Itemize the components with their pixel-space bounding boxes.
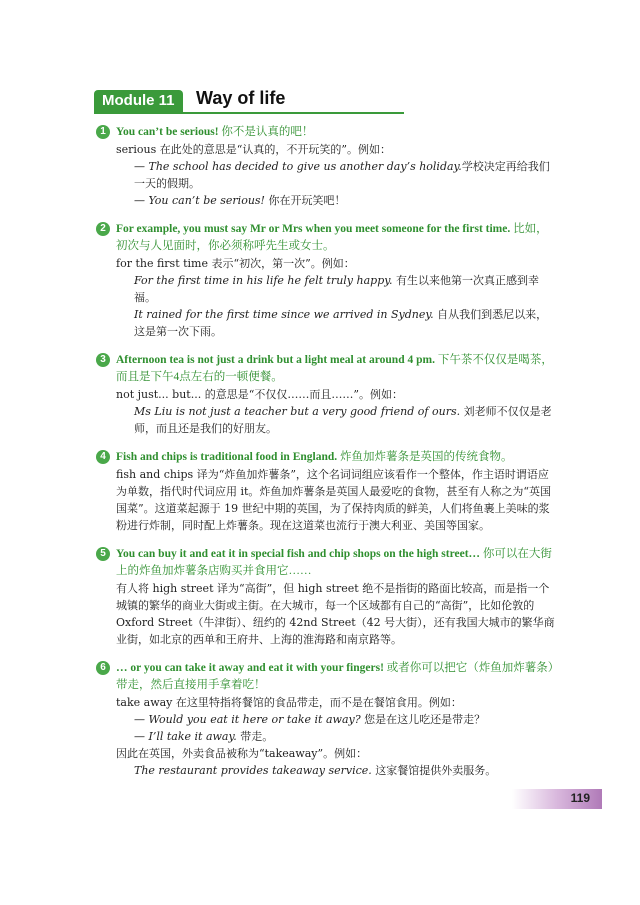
note-item	[98, 546, 558, 648]
module-title: Way of life	[196, 88, 286, 108]
note-heading	[98, 449, 558, 466]
item-number-badge: 1	[96, 125, 110, 139]
note-item	[98, 660, 558, 779]
example-english: — You can’t be serious!	[134, 194, 265, 207]
module-label: Module 11	[94, 90, 183, 112]
heading-chinese: 下午茶不仅仅是喝茶，而且是下午4点左右的一顿便餐。	[116, 354, 553, 383]
heading-chinese: 你不是认真的吧！	[218, 126, 314, 138]
example-chinese: 有生以来他第一次真正感到幸福。	[134, 274, 539, 304]
example-english: — Would you eat it here or take it away?	[134, 713, 361, 726]
example-chinese: 刘老师不仅仅是老师，而且还是我们的好朋友。	[134, 405, 552, 435]
heading-english: For example, you must say Mr or Mrs when you meet someone for the first time.	[116, 223, 511, 235]
example-sentence	[134, 711, 558, 728]
example-english: — The school has decided to give us another day’s holiday.	[134, 160, 462, 173]
example-chinese: 带走。	[236, 730, 274, 743]
note-heading	[98, 352, 558, 386]
page-number-bar	[512, 789, 602, 809]
heading-english: You can’t be serious!	[116, 126, 219, 138]
explanation-text: 因此在英国，外卖食品被称为“takeaway”。例如：	[116, 747, 368, 760]
example-english: For the first time in his life he felt truly happy.	[134, 274, 393, 287]
example-sentence	[134, 158, 558, 192]
example-chinese: 自从我们到悉尼以来，这是第一次下雨。	[134, 308, 548, 338]
example-chinese: 你在开玩笑吧！	[264, 194, 346, 207]
example-sentence	[134, 192, 558, 209]
explanation-text: fish and chips 译为“炸鱼加炸薯条”，这个名词词组应该看作一个整体，作主语时谓语应为单数，指代时代词应用 it。炸鱼加炸薯条是英国人最爱吃的食物，甚至有人称之为“英国国菜”。这道菜起源于 19 世纪中期的英国，为了保持肉质的鲜美，人们将鱼裹上美味的浆粉进行炸制，同时配上炸薯条。现在这道菜也流行于澳大利亚、美国等国家。	[116, 468, 552, 532]
example-sentence	[134, 762, 558, 779]
note-heading	[98, 546, 558, 580]
item-number-badge: 3	[96, 353, 110, 367]
example-sentence	[134, 403, 558, 437]
heading-chinese: 炸鱼加炸薯条是英国的传统食物。	[337, 451, 513, 463]
header-rule	[94, 112, 404, 114]
note-item	[98, 449, 558, 534]
heading-chinese: 或者你可以把它（炸鱼加炸薯条）带走，然后直接用手拿着吃！	[116, 662, 554, 691]
example-english: Ms Liu is not just a teacher but a very good friend of ours.	[134, 405, 461, 418]
item-number-badge: 4	[96, 450, 110, 464]
example-chinese: 学校决定再给我们一天的假期。	[134, 160, 550, 190]
heading-english: … or you can take it away and eat it with your fingers!	[116, 662, 384, 674]
notes-content	[98, 124, 558, 791]
explanation-text: not just... but... 的意思是“不仅仅……而且……”。例如：	[116, 388, 403, 401]
module-header	[94, 90, 404, 114]
example-chinese: 您是在这儿吃还是带走？	[360, 713, 486, 726]
explanation-text: serious 在此处的意思是“认真的，不开玩笑的”。例如：	[116, 143, 392, 156]
example-sentence	[134, 306, 558, 340]
page-number: 119	[570, 791, 590, 805]
note-item	[98, 124, 558, 209]
heading-chinese: 你可以在大街上的炸鱼加炸薯条店购买并食用它……	[116, 548, 552, 577]
explanation-text: for the first time 表示“初次，第一次”。例如：	[116, 257, 355, 270]
example-chinese: 这家餐馆提供外卖服务。	[371, 764, 497, 777]
item-number-badge: 5	[96, 547, 110, 561]
example-english: It rained for the first time since we arrived in Sydney.	[134, 308, 434, 321]
note-item	[98, 352, 558, 437]
item-number-badge: 6	[96, 661, 110, 675]
note-item	[98, 221, 558, 340]
example-sentence	[134, 272, 558, 306]
example-english: — I’ll take it away.	[134, 730, 237, 743]
note-heading	[98, 124, 558, 141]
heading-english: You can buy it and eat it in special fish and chip shops on the high street…	[116, 548, 481, 560]
note-heading	[98, 221, 558, 255]
example-english: The restaurant provides takeaway service.	[134, 764, 372, 777]
heading-english: Afternoon tea is not just a drink but a light meal at around 4 pm.	[116, 354, 435, 366]
item-number-badge: 2	[96, 222, 110, 236]
note-heading	[98, 660, 558, 694]
explanation-text: 有人将 high street 译为“高街”，但 high street 绝不是指街的路面比较高，而是指一个城镇的繁华的商业大街或主街。在大城市，每一个区域都有自己的“高街”，比如伦敦的 Oxford Street（牛津街）、纽约的 42nd Street（42 号大街），还有我国大城市的繁华商业街，如北京的西单和王府井、上海的淮海路和南京路等。	[116, 582, 555, 646]
example-sentence	[134, 728, 558, 745]
heading-english: Fish and chips is traditional food in England.	[116, 451, 338, 463]
heading-chinese: 比如，初次与人见面时，你必须称呼先生或女士。	[116, 223, 548, 252]
explanation-text: take away 在这里特指将餐馆的食品带走，而不是在餐馆食用。例如：	[116, 696, 462, 709]
